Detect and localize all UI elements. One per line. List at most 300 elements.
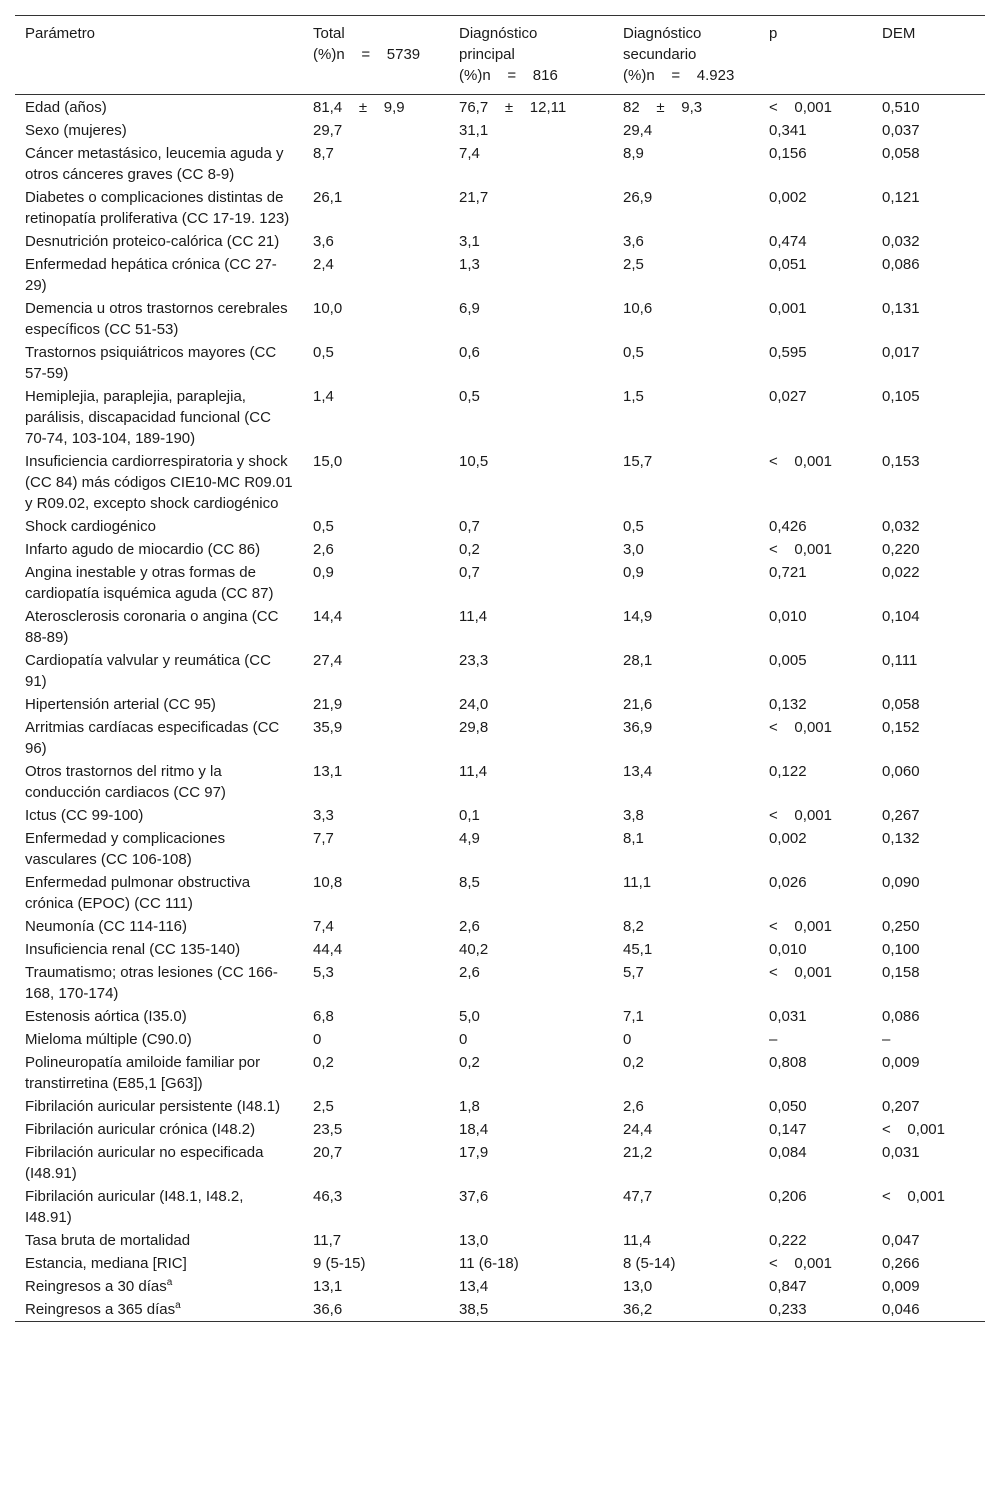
cell-value: 15,0 [313, 453, 343, 470]
cell-value: 0,001 [769, 300, 807, 317]
total-cell [303, 253, 449, 297]
cell-value: 0,2 [313, 1054, 334, 1071]
principal-cell [449, 1141, 613, 1185]
parameter-cell [15, 297, 303, 341]
dem-cell [872, 915, 985, 938]
cell-value: 0,266 [882, 1255, 920, 1272]
table-row [15, 605, 985, 649]
cell-value: 31,1 [459, 122, 489, 139]
dem-cell [872, 515, 985, 538]
principal-cell [449, 385, 613, 450]
table-row [15, 693, 985, 716]
cell-value: 8,7 [313, 145, 334, 162]
header-line: Diagnóstico [623, 25, 702, 42]
cell-value: < 0,001 [882, 1121, 945, 1138]
total-cell [303, 538, 449, 561]
cell-value: 0,474 [769, 233, 807, 250]
principal-cell [449, 1185, 613, 1229]
dem-cell [872, 1141, 985, 1185]
header-diagnostico-principal [449, 16, 613, 95]
parameter-label: Edad (años) [25, 99, 107, 116]
principal-cell [449, 230, 613, 253]
cell-value: 2,5 [623, 256, 644, 273]
parameter-cell [15, 1095, 303, 1118]
parameter-label: Hemiplejia, paraplejia, paraplejia, parálisis, discapacidad funcional (CC 70-74, 103-104, 189-190) [25, 388, 271, 447]
cell-value: 14,9 [623, 608, 653, 625]
principal-cell [449, 253, 613, 297]
cell-value: 0,058 [882, 145, 920, 162]
cell-value: 3,8 [623, 807, 644, 824]
principal-cell [449, 716, 613, 760]
cell-value: 36,9 [623, 719, 653, 736]
cell-value: 24,0 [459, 696, 489, 713]
cell-value: 0,233 [769, 1301, 807, 1318]
table-row [15, 230, 985, 253]
cell-value: 0,5 [459, 388, 480, 405]
cell-value: 0,002 [769, 189, 807, 206]
p-value-cell [759, 961, 872, 1005]
parameter-cell [15, 1028, 303, 1051]
cell-value: 13,1 [313, 763, 343, 780]
table-row [15, 119, 985, 142]
parameter-cell [15, 230, 303, 253]
principal-cell [449, 297, 613, 341]
p-value-cell [759, 1051, 872, 1095]
total-cell [303, 649, 449, 693]
p-value-cell [759, 230, 872, 253]
cell-value: 18,4 [459, 1121, 489, 1138]
cell-value: 2,6 [459, 964, 480, 981]
cell-value: 0,100 [882, 941, 920, 958]
cell-value: 10,6 [623, 300, 653, 317]
secundario-cell [613, 1051, 759, 1095]
p-value-cell [759, 716, 872, 760]
cell-value: 1,5 [623, 388, 644, 405]
parameter-cell [15, 561, 303, 605]
total-cell [303, 95, 449, 120]
dem-cell [872, 760, 985, 804]
cell-value: 3,6 [623, 233, 644, 250]
cell-value: 0,084 [769, 1144, 807, 1161]
cell-value: 23,5 [313, 1121, 343, 1138]
cell-value: < 0,001 [769, 1255, 832, 1272]
total-cell [303, 297, 449, 341]
cell-value: 3,0 [623, 541, 644, 558]
principal-cell [449, 804, 613, 827]
cell-value: 0,2 [623, 1054, 644, 1071]
table-row [15, 1118, 985, 1141]
total-cell [303, 871, 449, 915]
cell-value: 0 [313, 1031, 322, 1048]
table-row [15, 515, 985, 538]
p-value-cell [759, 1118, 872, 1141]
data-table [15, 15, 985, 1322]
cell-value: 10,5 [459, 453, 489, 470]
cell-value: 0,7 [459, 564, 480, 581]
parameter-cell [15, 385, 303, 450]
header-line: (%)n = 5739 [313, 46, 421, 63]
cell-value: 0,341 [769, 122, 807, 139]
parameter-label: Fibrilación auricular (I48.1, I48.2, I48.91) [25, 1188, 244, 1226]
p-value-cell [759, 385, 872, 450]
cell-value: 21,9 [313, 696, 343, 713]
dem-cell [872, 938, 985, 961]
cell-value: 0 [459, 1031, 468, 1048]
principal-cell [449, 142, 613, 186]
cell-value: 0,222 [769, 1232, 807, 1249]
secundario-cell [613, 804, 759, 827]
total-cell [303, 1118, 449, 1141]
cell-value: < 0,001 [769, 99, 832, 116]
total-cell [303, 1028, 449, 1051]
cell-value: 36,6 [313, 1301, 343, 1318]
principal-cell [449, 119, 613, 142]
cell-value: 2,6 [313, 541, 334, 558]
p-value-cell [759, 1275, 872, 1298]
parameter-label: Neumonía (CC 114-116) [25, 918, 188, 935]
cell-value: 14,4 [313, 608, 343, 625]
p-value-cell [759, 938, 872, 961]
total-cell [303, 1229, 449, 1252]
secundario-cell [613, 1275, 759, 1298]
secundario-cell [613, 760, 759, 804]
parameter-cell [15, 693, 303, 716]
cell-value: 13,1 [313, 1278, 343, 1295]
table-row [15, 341, 985, 385]
secundario-cell [613, 341, 759, 385]
p-value-cell [759, 561, 872, 605]
cell-value: 0,7 [459, 518, 480, 535]
cell-value: < 0,001 [769, 964, 832, 981]
dem-cell [872, 1095, 985, 1118]
table-row [15, 142, 985, 186]
principal-cell [449, 649, 613, 693]
dem-cell [872, 1275, 985, 1298]
table-row [15, 253, 985, 297]
total-cell [303, 760, 449, 804]
principal-cell [449, 1118, 613, 1141]
parameter-label: Fibrilación auricular persistente (I48.1) [25, 1098, 281, 1115]
parameter-label: Tasa bruta de mortalidad [25, 1232, 191, 1249]
cell-value: 0,1 [459, 807, 480, 824]
secundario-cell [613, 186, 759, 230]
parameter-cell [15, 515, 303, 538]
table-row [15, 1141, 985, 1185]
principal-cell [449, 760, 613, 804]
cell-value: 3,6 [313, 233, 334, 250]
parameter-label: Demencia u otros trastornos cerebrales específicos (CC 51-53) [25, 300, 288, 338]
cell-value: 38,5 [459, 1301, 489, 1318]
table-row [15, 938, 985, 961]
parameter-label: Cardiopatía valvular y reumática (CC 91) [25, 652, 271, 690]
header-line: Total [313, 25, 345, 42]
cell-value: 46,3 [313, 1188, 343, 1205]
cell-value: 0,153 [882, 453, 920, 470]
total-cell [303, 1252, 449, 1275]
parameter-cell [15, 649, 303, 693]
total-cell [303, 1185, 449, 1229]
cell-value: 0,9 [623, 564, 644, 581]
table-row [15, 871, 985, 915]
table-row [15, 561, 985, 605]
cell-value: 0,156 [769, 145, 807, 162]
dem-cell [872, 341, 985, 385]
parameter-cell [15, 1298, 303, 1322]
total-cell [303, 1141, 449, 1185]
cell-value: 0,152 [882, 719, 920, 736]
cell-value: 23,3 [459, 652, 489, 669]
cell-value: 26,9 [623, 189, 653, 206]
dem-cell [872, 538, 985, 561]
cell-value: 7,7 [313, 830, 334, 847]
secundario-cell [613, 693, 759, 716]
secundario-cell [613, 515, 759, 538]
cell-value: 29,4 [623, 122, 653, 139]
cell-value: 9 (5-15) [313, 1255, 366, 1272]
dem-cell [872, 385, 985, 450]
principal-cell [449, 938, 613, 961]
principal-cell [449, 693, 613, 716]
cell-value: 1,8 [459, 1098, 480, 1115]
cell-value: 45,1 [623, 941, 653, 958]
parameter-label: Ictus (CC 99-100) [25, 807, 144, 824]
p-value-cell [759, 1185, 872, 1229]
parameter-label: Cáncer metastásico, leucemia aguda y otros cánceres graves (CC 8-9) [25, 145, 284, 183]
cell-value: 0,090 [882, 874, 920, 891]
secundario-cell [613, 1229, 759, 1252]
secundario-cell [613, 649, 759, 693]
parameter-cell [15, 961, 303, 1005]
cell-value: 76,7 ± 12,11 [459, 99, 567, 116]
cell-value: 2,6 [623, 1098, 644, 1115]
cell-value: 21,6 [623, 696, 653, 713]
total-cell [303, 341, 449, 385]
cell-value: 10,0 [313, 300, 343, 317]
cell-value: 11,4 [459, 608, 488, 625]
table-row [15, 915, 985, 938]
cell-value: 0,250 [882, 918, 920, 935]
cell-value: 1,3 [459, 256, 480, 273]
footnote-marker: a [166, 1277, 173, 1288]
cell-value: – [882, 1031, 891, 1048]
secundario-cell [613, 1185, 759, 1229]
p-value-cell [759, 871, 872, 915]
header-line: secundario [623, 46, 697, 63]
parameter-label: Infarto agudo de miocardio (CC 86) [25, 541, 261, 558]
cell-value: 82 ± 9,3 [623, 99, 703, 116]
cell-value: 5,7 [623, 964, 644, 981]
cell-value: 5,3 [313, 964, 334, 981]
parameter-cell [15, 760, 303, 804]
secundario-cell [613, 297, 759, 341]
cell-value: 6,8 [313, 1008, 334, 1025]
parameter-label: Polineuropatía amiloide familiar por transtirretina (E85,1 [G63]) [25, 1054, 261, 1092]
parameter-cell [15, 450, 303, 515]
cell-value: < 0,001 [882, 1188, 945, 1205]
cell-value: 0,122 [769, 763, 807, 780]
cell-value: 26,1 [313, 189, 343, 206]
p-value-cell [759, 450, 872, 515]
cell-value: 0,086 [882, 256, 920, 273]
cell-value: 0,037 [882, 122, 920, 139]
p-value-cell [759, 1229, 872, 1252]
cell-value: 2,5 [313, 1098, 334, 1115]
p-value-cell [759, 1252, 872, 1275]
parameter-label: Fibrilación auricular crónica (I48.2) [25, 1121, 256, 1138]
table-row [15, 804, 985, 827]
p-value-cell [759, 119, 872, 142]
total-cell [303, 716, 449, 760]
parameter-cell [15, 538, 303, 561]
dem-cell [872, 1005, 985, 1028]
table-row [15, 827, 985, 871]
p-value-cell [759, 95, 872, 120]
cell-value: 11 (6-18) [459, 1255, 519, 1272]
parameter-label: Diabetes o complicaciones distintas de retinopatía proliferativa (CC 17-19. 123) [25, 189, 290, 227]
header-diagnostico-secundario [613, 16, 759, 95]
p-value-cell [759, 1141, 872, 1185]
cell-value: 0,147 [769, 1121, 807, 1138]
total-cell [303, 1298, 449, 1322]
cell-value: 0,132 [882, 830, 920, 847]
cell-value: 11,4 [459, 763, 488, 780]
cell-value: < 0,001 [769, 807, 832, 824]
parameter-label: Fibrilación auricular no especificada (I48.91) [25, 1144, 264, 1182]
parameter-label: Angina inestable y otras formas de cardiopatía isquémica aguda (CC 87) [25, 564, 274, 602]
cell-value: 0,426 [769, 518, 807, 535]
cell-value: 44,4 [313, 941, 343, 958]
dem-cell [872, 1298, 985, 1322]
header-line: Diagnóstico [459, 25, 538, 42]
p-value-cell [759, 341, 872, 385]
cell-value: 0,032 [882, 233, 920, 250]
p-value-cell [759, 1028, 872, 1051]
cell-value: 8,1 [623, 830, 644, 847]
cell-value: 0,5 [313, 344, 334, 361]
cell-value: 6,9 [459, 300, 480, 317]
total-cell [303, 1051, 449, 1095]
secundario-cell [613, 450, 759, 515]
cell-value: 8,5 [459, 874, 480, 891]
cell-value: 0,022 [882, 564, 920, 581]
secundario-cell [613, 961, 759, 1005]
cell-value: 0,046 [882, 1301, 920, 1318]
principal-cell [449, 871, 613, 915]
header-dem [872, 16, 985, 95]
total-cell [303, 119, 449, 142]
p-value-cell [759, 827, 872, 871]
parameter-label: Reingresos a 30 días [25, 1278, 167, 1295]
cell-value: 0,060 [882, 763, 920, 780]
dem-cell [872, 450, 985, 515]
cell-value: 0,105 [882, 388, 920, 405]
total-cell [303, 385, 449, 450]
cell-value: 0,510 [882, 99, 920, 116]
cell-value: 0,5 [623, 344, 644, 361]
parameter-cell [15, 253, 303, 297]
parameter-label: Otros trastornos del ritmo y la conducción cardiacos (CC 97) [25, 763, 226, 801]
cell-value: 0,158 [882, 964, 920, 981]
cell-value: 15,7 [623, 453, 653, 470]
secundario-cell [613, 827, 759, 871]
cell-value: 0,009 [882, 1054, 920, 1071]
parameter-label: Estenosis aórtica (I35.0) [25, 1008, 187, 1025]
table-row [15, 1275, 985, 1298]
secundario-cell [613, 871, 759, 915]
cell-value: 0,032 [882, 518, 920, 535]
total-cell [303, 450, 449, 515]
header-line: principal [459, 46, 515, 63]
principal-cell [449, 538, 613, 561]
cell-value: 2,4 [313, 256, 334, 273]
parameter-cell [15, 938, 303, 961]
parameter-label: Trastornos psiquiátricos mayores (CC 57-59) [25, 344, 277, 382]
header-parametro [15, 16, 303, 95]
parameter-cell [15, 119, 303, 142]
parameter-cell [15, 827, 303, 871]
principal-cell [449, 1252, 613, 1275]
cell-value: 37,6 [459, 1188, 489, 1205]
parameter-cell [15, 95, 303, 120]
cell-value: 24,4 [623, 1121, 653, 1138]
table-row [15, 649, 985, 693]
cell-value: 0,009 [882, 1278, 920, 1295]
cell-value: 13,4 [623, 763, 653, 780]
header-p [759, 16, 872, 95]
principal-cell [449, 961, 613, 1005]
principal-cell [449, 95, 613, 120]
total-cell [303, 1005, 449, 1028]
cell-value: 21,2 [623, 1144, 653, 1161]
cell-value: 0,050 [769, 1098, 807, 1115]
dem-cell [872, 827, 985, 871]
dem-cell [872, 1252, 985, 1275]
parameter-cell [15, 871, 303, 915]
table-row [15, 1028, 985, 1051]
cell-value: 40,2 [459, 941, 489, 958]
cell-value: 0,9 [313, 564, 334, 581]
header-line: (%)n = 816 [459, 67, 558, 84]
parameter-label: Desnutrición proteico-calórica (CC 21) [25, 233, 280, 250]
cell-value: 0,595 [769, 344, 807, 361]
p-value-cell [759, 1095, 872, 1118]
p-value-cell [759, 253, 872, 297]
parameter-cell [15, 1229, 303, 1252]
secundario-cell [613, 1118, 759, 1141]
cell-value: 5,0 [459, 1008, 480, 1025]
parameter-cell [15, 1141, 303, 1185]
cell-value: 8,2 [623, 918, 644, 935]
principal-cell [449, 1298, 613, 1322]
cell-value: 0,847 [769, 1278, 807, 1295]
table-row [15, 1229, 985, 1252]
cell-value: 0,010 [769, 608, 807, 625]
parameter-cell [15, 1118, 303, 1141]
p-value-cell [759, 605, 872, 649]
p-value-cell [759, 649, 872, 693]
cell-value: < 0,001 [769, 453, 832, 470]
table-row [15, 961, 985, 1005]
secundario-cell [613, 1095, 759, 1118]
cell-value: 0,058 [882, 696, 920, 713]
table-row [15, 1095, 985, 1118]
cell-value: 28,1 [623, 652, 653, 669]
header-total [303, 16, 449, 95]
p-value-cell [759, 1298, 872, 1322]
total-cell [303, 915, 449, 938]
cell-value: 7,1 [623, 1008, 644, 1025]
table-row [15, 450, 985, 515]
